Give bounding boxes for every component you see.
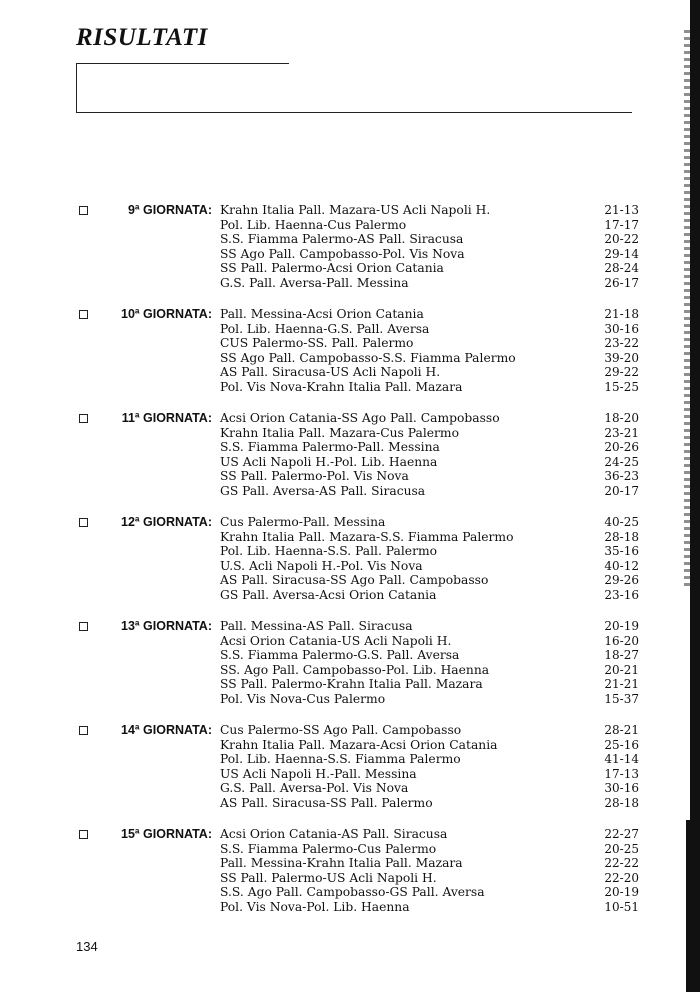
match-teams: Pall. Messina-Krahn Italia Pall. Mazara bbox=[220, 856, 463, 871]
match-score: 17-17 bbox=[604, 217, 639, 232]
page-number: 134 bbox=[76, 939, 98, 954]
game-row bbox=[220, 781, 639, 796]
game-row bbox=[220, 440, 639, 455]
match-teams: Pall. Messina-AS Pall. Siracusa bbox=[220, 619, 413, 633]
game-row bbox=[220, 322, 639, 337]
match-teams: S.S. Fiamma Palermo-G.S. Pall. Aversa bbox=[220, 648, 460, 663]
match-score: 20-21 bbox=[604, 662, 639, 677]
match-score: 20-19 bbox=[604, 619, 639, 633]
match-teams: Krahn Italia Pall. Mazara-US Acli Napoli H. bbox=[220, 203, 491, 217]
game-row bbox=[220, 411, 639, 426]
match-score: 20-17 bbox=[604, 483, 639, 498]
page-edge-shadow bbox=[690, 0, 700, 992]
match-score: 21-21 bbox=[604, 677, 639, 692]
checkbox-icon bbox=[79, 518, 88, 527]
round-label: 10ª GIORNATA: bbox=[121, 307, 212, 322]
match-score: 16-20 bbox=[604, 633, 639, 648]
game-row bbox=[220, 426, 639, 441]
games-list bbox=[220, 619, 639, 707]
match-score: 17-13 bbox=[604, 766, 639, 781]
match-teams: SS. Ago Pall. Campobasso-Pol. Lib. Haenna bbox=[220, 662, 490, 677]
games-list bbox=[220, 411, 639, 499]
frame-top-rule bbox=[76, 63, 289, 64]
page-title: RISULTATI bbox=[76, 24, 208, 51]
match-score: 29-26 bbox=[604, 573, 639, 588]
match-score: 23-16 bbox=[604, 587, 639, 602]
game-row bbox=[220, 573, 639, 588]
game-row bbox=[220, 856, 639, 871]
game-row bbox=[220, 218, 639, 233]
match-teams: Pol. Vis Nova-Krahn Italia Pall. Mazara bbox=[220, 379, 463, 394]
game-row bbox=[220, 723, 639, 738]
match-score: 30-16 bbox=[604, 321, 639, 336]
match-teams: SS Pall. Palermo-Acsi Orion Catania bbox=[220, 261, 444, 276]
game-row bbox=[220, 663, 639, 678]
match-score: 40-12 bbox=[604, 558, 639, 573]
round-label: 12ª GIORNATA: bbox=[121, 515, 212, 530]
match-score: 22-22 bbox=[604, 856, 639, 871]
match-teams: SS Pall. Palermo-Krahn Italia Pall. Mazara bbox=[220, 677, 483, 692]
game-row bbox=[220, 871, 639, 886]
match-teams: Acsi Orion Catania-US Acli Napoli H. bbox=[220, 633, 452, 648]
match-score: 20-22 bbox=[604, 232, 639, 247]
round-header bbox=[79, 827, 212, 842]
round-header bbox=[79, 723, 212, 738]
game-row bbox=[220, 752, 639, 767]
game-row bbox=[220, 455, 639, 470]
game-row bbox=[220, 588, 639, 603]
checkbox-icon bbox=[79, 622, 88, 631]
match-teams: U.S. Acli Napoli H.-Pol. Vis Nova bbox=[220, 558, 423, 573]
match-score: 28-18 bbox=[604, 795, 639, 810]
match-score: 30-16 bbox=[604, 781, 639, 796]
match-teams: G.S. Pall. Aversa-Pol. Vis Nova bbox=[220, 781, 409, 796]
match-teams: Pol. Lib. Haenna-S.S. Pall. Palermo bbox=[220, 544, 438, 559]
match-score: 20-19 bbox=[604, 885, 639, 900]
game-row bbox=[220, 469, 639, 484]
round-label: 9ª GIORNATA: bbox=[127, 203, 212, 218]
match-score: 24-25 bbox=[604, 454, 639, 469]
match-teams: SS Pall. Palermo-US Acli Napoli H. bbox=[220, 870, 437, 885]
match-teams: SS Pall. Palermo-Pol. Vis Nova bbox=[220, 469, 409, 484]
match-teams: GS Pall. Aversa-AS Pall. Siracusa bbox=[220, 483, 426, 498]
round-label: 15ª GIORNATA: bbox=[121, 827, 212, 842]
match-score: 28-21 bbox=[604, 723, 639, 737]
game-row bbox=[220, 619, 639, 634]
game-row bbox=[220, 351, 639, 366]
game-row bbox=[220, 677, 639, 692]
match-score: 20-26 bbox=[604, 440, 639, 455]
frame-bottom-rule bbox=[76, 112, 632, 113]
match-score: 41-14 bbox=[604, 752, 639, 767]
match-teams: Krahn Italia Pall. Mazara-Cus Palermo bbox=[220, 425, 459, 440]
match-score: 26-17 bbox=[604, 275, 639, 290]
match-teams: Acsi Orion Catania-SS Ago Pall. Campobasso bbox=[220, 411, 500, 425]
match-score: 15-25 bbox=[604, 379, 639, 394]
match-teams: CUS Palermo-SS. Pall. Palermo bbox=[220, 336, 414, 351]
match-score: 23-21 bbox=[604, 425, 639, 440]
match-teams: Cus Palermo-Pall. Messina bbox=[220, 515, 386, 529]
match-score: 35-16 bbox=[604, 544, 639, 559]
match-score: 21-18 bbox=[604, 307, 639, 321]
match-score: 28-24 bbox=[604, 261, 639, 276]
match-score: 28-18 bbox=[604, 529, 639, 544]
match-score: 29-22 bbox=[604, 365, 639, 380]
match-teams: G.S. Pall. Aversa-Pall. Messina bbox=[220, 275, 409, 290]
game-row bbox=[220, 544, 639, 559]
game-row bbox=[220, 842, 639, 857]
match-teams: Acsi Orion Catania-AS Pall. Siracusa bbox=[220, 827, 448, 841]
round-header bbox=[79, 203, 212, 218]
round-header bbox=[79, 515, 212, 530]
match-teams: S.S. Fiamma Palermo-AS Pall. Siracusa bbox=[220, 232, 464, 247]
match-score: 10-51 bbox=[604, 899, 639, 914]
match-teams: US Acli Napoli H.-Pol. Lib. Haenna bbox=[220, 454, 438, 469]
match-teams: Krahn Italia Pall. Mazara-S.S. Fiamma Palermo bbox=[220, 529, 514, 544]
game-row bbox=[220, 380, 639, 395]
games-list bbox=[220, 203, 639, 291]
game-row bbox=[220, 634, 639, 649]
game-row bbox=[220, 515, 639, 530]
game-row bbox=[220, 530, 639, 545]
round-label: 11ª GIORNATA: bbox=[121, 411, 212, 426]
match-score: 18-20 bbox=[604, 411, 639, 425]
game-row bbox=[220, 885, 639, 900]
match-score: 15-37 bbox=[604, 691, 639, 706]
game-row bbox=[220, 232, 639, 247]
match-score: 22-27 bbox=[604, 827, 639, 841]
checkbox-icon bbox=[79, 310, 88, 319]
frame-left-rule bbox=[76, 63, 77, 112]
match-score: 40-25 bbox=[604, 515, 639, 529]
checkbox-icon bbox=[79, 414, 88, 423]
game-row bbox=[220, 276, 639, 291]
checkbox-icon bbox=[79, 726, 88, 735]
game-row bbox=[220, 900, 639, 915]
match-score: 29-14 bbox=[604, 246, 639, 261]
games-list bbox=[220, 827, 639, 915]
match-teams: Pol. Lib. Haenna-Cus Palermo bbox=[220, 217, 407, 232]
match-teams: SS Ago Pall. Campobasso-S.S. Fiamma Palermo bbox=[220, 350, 516, 365]
game-row bbox=[220, 203, 639, 218]
match-teams: Krahn Italia Pall. Mazara-Acsi Orion Catania bbox=[220, 737, 498, 752]
match-teams: S.S. Ago Pall. Campobasso-GS Pall. Aversa bbox=[220, 885, 485, 900]
match-teams: S.S. Fiamma Palermo-Pall. Messina bbox=[220, 440, 440, 455]
checkbox-icon bbox=[79, 206, 88, 215]
match-score: 20-25 bbox=[604, 841, 639, 856]
match-teams: Pol. Lib. Haenna-S.S. Fiamma Palermo bbox=[220, 752, 461, 767]
match-score: 36-23 bbox=[604, 469, 639, 484]
round-label: 13ª GIORNATA: bbox=[121, 619, 212, 634]
match-teams: SS Ago Pall. Campobasso-Pol. Vis Nova bbox=[220, 246, 465, 261]
game-row bbox=[220, 648, 639, 663]
game-row bbox=[220, 827, 639, 842]
round-header bbox=[79, 411, 212, 426]
match-teams: US Acli Napoli H.-Pall. Messina bbox=[220, 766, 417, 781]
game-row bbox=[220, 247, 639, 262]
game-row bbox=[220, 738, 639, 753]
match-teams: Pall. Messina-Acsi Orion Catania bbox=[220, 307, 424, 321]
games-list bbox=[220, 723, 639, 811]
games-list bbox=[220, 307, 639, 395]
games-list bbox=[220, 515, 639, 603]
match-score: 39-20 bbox=[604, 350, 639, 365]
match-teams: Pol. Lib. Haenna-G.S. Pall. Aversa bbox=[220, 321, 430, 336]
match-teams: Pol. Vis Nova-Pol. Lib. Haenna bbox=[220, 899, 410, 914]
game-row bbox=[220, 365, 639, 380]
match-teams: GS Pall. Aversa-Acsi Orion Catania bbox=[220, 587, 437, 602]
game-row bbox=[220, 261, 639, 276]
match-teams: Cus Palermo-SS Ago Pall. Campobasso bbox=[220, 723, 462, 737]
match-teams: AS Pall. Siracusa-SS Pall. Palermo bbox=[220, 795, 433, 810]
match-score: 18-27 bbox=[604, 648, 639, 663]
game-row bbox=[220, 692, 639, 707]
game-row bbox=[220, 484, 639, 499]
match-score: 21-13 bbox=[604, 203, 639, 217]
match-teams: Pol. Vis Nova-Cus Palermo bbox=[220, 691, 386, 706]
checkbox-icon bbox=[79, 830, 88, 839]
match-teams: AS Pall. Siracusa-SS Ago Pall. Campobasso bbox=[220, 573, 489, 588]
game-row bbox=[220, 559, 639, 574]
match-score: 23-22 bbox=[604, 336, 639, 351]
round-label: 14ª GIORNATA: bbox=[121, 723, 212, 738]
game-row bbox=[220, 307, 639, 322]
game-row bbox=[220, 796, 639, 811]
game-row bbox=[220, 336, 639, 351]
round-header bbox=[79, 307, 212, 322]
round-header bbox=[79, 619, 212, 634]
match-teams: S.S. Fiamma Palermo-Cus Palermo bbox=[220, 841, 437, 856]
match-score: 25-16 bbox=[604, 737, 639, 752]
match-score: 22-20 bbox=[604, 870, 639, 885]
game-row bbox=[220, 767, 639, 782]
match-teams: AS Pall. Siracusa-US Acli Napoli H. bbox=[220, 365, 441, 380]
